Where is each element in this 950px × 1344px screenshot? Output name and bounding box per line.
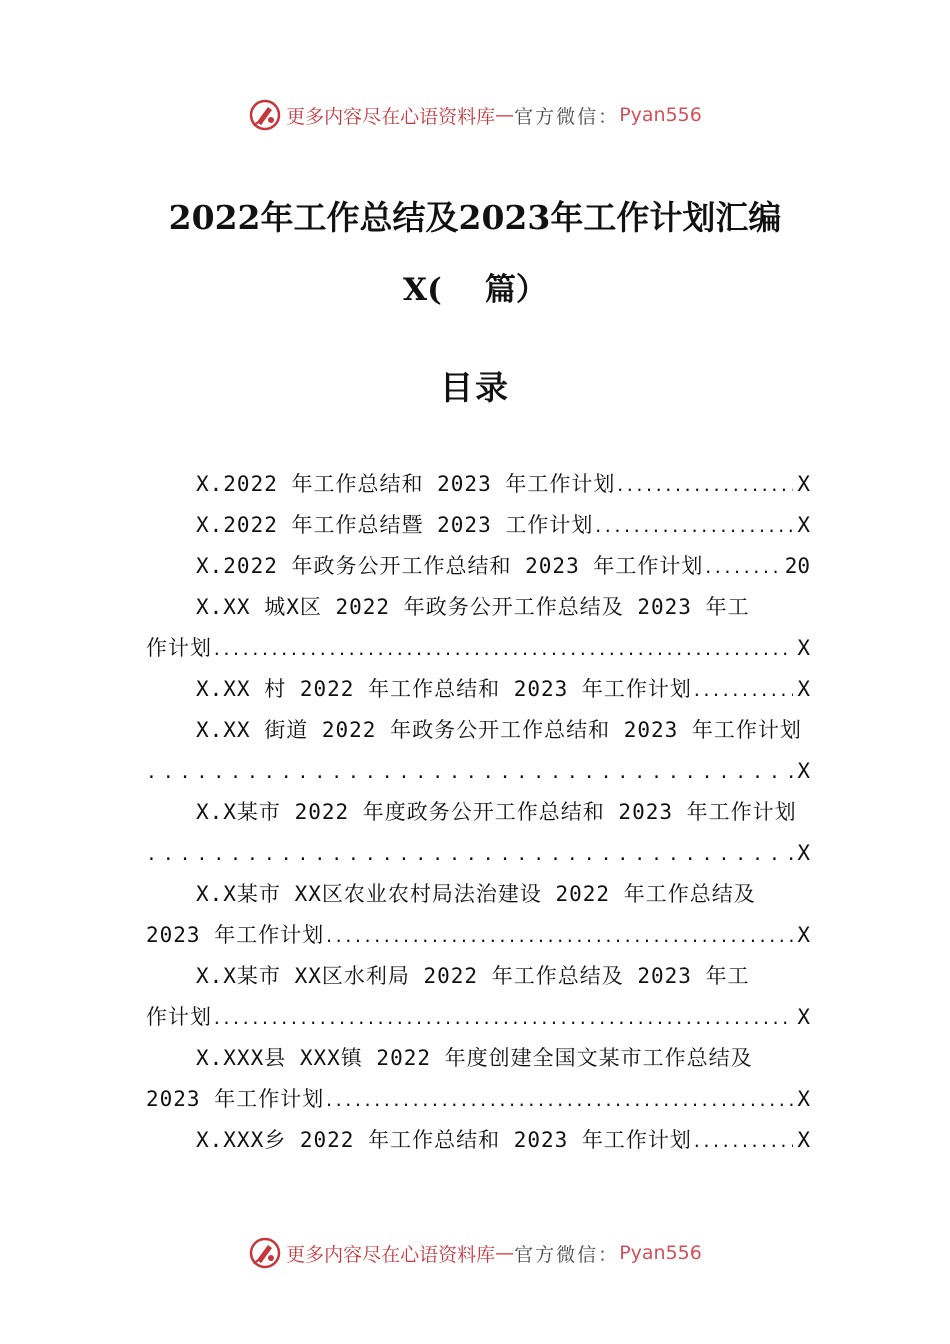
library-logo-icon: [248, 98, 282, 132]
toc-entry-title-continued: 2023 年工作计划: [146, 1087, 325, 1111]
toc-entry-title: X.2022 年政务公开工作总结和 2023 年工作计划: [196, 554, 704, 578]
toc-entry[interactable]: [146, 587, 810, 628]
toc-heading: 目录: [440, 368, 510, 407]
toc-entry[interactable]: [146, 464, 810, 505]
document-title: 2022年工作总结及2023年工作计划汇编: [168, 198, 782, 237]
toc-entry-title-continued: 作计划: [146, 1005, 212, 1029]
toc-entry[interactable]: [146, 874, 810, 915]
toc-leader-dots: [703, 547, 780, 587]
toc-entry-title: X.XX 城X区 2022 年政务公开工作总结及 2023 年工: [196, 595, 750, 619]
banner-separator: —: [495, 1242, 515, 1264]
toc-entry-continuation[interactable]: [146, 915, 810, 956]
toc-page-number: 20: [784, 554, 810, 578]
toc-entry-title: X.2022 年工作总结暨 2023 工作计划: [196, 513, 594, 537]
toc-entry[interactable]: [146, 1120, 810, 1161]
toc-entry-title: X.X某市 XX区农业农村局法治建设 2022 年工作总结及: [196, 882, 756, 906]
toc-entry-title: X.X某市 2022 年度政务公开工作总结和 2023 年工作计划: [196, 800, 797, 824]
toc-leader-dots: [146, 752, 793, 792]
toc-entry-title: X.2022 年工作总结和 2023 年工作计划: [196, 472, 616, 496]
toc-entry[interactable]: [146, 956, 810, 997]
table-of-contents: [146, 464, 810, 1161]
toc-entry-title-continued: 2023 年工作计划: [146, 923, 325, 947]
banner-label: 官方微信：: [514, 1243, 620, 1266]
document-subtitle: X( 篇）: [403, 272, 547, 308]
toc-leader-dots: [593, 506, 793, 546]
toc-entry[interactable]: [146, 710, 810, 751]
toc-entry-title: X.X某市 XX区水利局 2022 年工作总结及 2023 年工: [196, 964, 750, 988]
footer-banner: [0, 1233, 950, 1273]
toc-leader-dots: [692, 1121, 793, 1161]
toc-leader-dots: [212, 998, 793, 1038]
banner-wechat-id: Pyan556: [619, 1242, 702, 1264]
toc-leader-dots: [324, 1080, 793, 1120]
toc-page-number: X: [797, 759, 810, 783]
toc-leader-dots: [615, 465, 793, 505]
toc-entry-title: X.XX 街道 2022 年政务公开工作总结和 2023 年工作计划: [196, 718, 802, 742]
toc-entry-continuation[interactable]: [146, 628, 810, 669]
toc-entry-title: X.XX 村 2022 年工作总结和 2023 年工作计划: [196, 677, 692, 701]
toc-page-number: X: [797, 677, 810, 701]
toc-leader-dots: [692, 670, 793, 710]
banner-wechat-id: Pyan556: [619, 104, 702, 126]
toc-page-number: X: [797, 1128, 810, 1152]
header-banner: [0, 95, 950, 135]
toc-page-number: X: [797, 1005, 810, 1029]
toc-page-number: X: [797, 1087, 810, 1111]
toc-page-number: X: [797, 472, 810, 496]
toc-entry-continuation[interactable]: [146, 833, 810, 874]
toc-entry-continuation[interactable]: [146, 997, 810, 1038]
library-logo-icon: [248, 1236, 282, 1270]
toc-entry-continuation[interactable]: [146, 1079, 810, 1120]
toc-page-number: X: [797, 841, 810, 865]
toc-entry-continuation[interactable]: [146, 751, 810, 792]
toc-page-number: X: [797, 923, 810, 947]
toc-leader-dots: [146, 834, 793, 874]
toc-entry[interactable]: [146, 1038, 810, 1079]
toc-entry-title: X.XXX县 XXX镇 2022 年度创建全国文某市工作总结及: [196, 1046, 753, 1070]
banner-lead-text: 更多内容尽在心语资料库: [286, 1243, 496, 1266]
toc-entry[interactable]: [146, 792, 810, 833]
banner-label: 官方微信：: [514, 105, 620, 128]
toc-leader-dots: [324, 916, 793, 956]
toc-entry-title: X.XXX乡 2022 年工作总结和 2023 年工作计划: [196, 1128, 692, 1152]
toc-leader-dots: [212, 629, 793, 669]
toc-page-number: X: [797, 513, 810, 537]
banner-separator: —: [495, 104, 515, 126]
toc-entry[interactable]: [146, 669, 810, 710]
banner-lead-text: 更多内容尽在心语资料库: [286, 105, 496, 128]
toc-entry[interactable]: [146, 546, 810, 587]
toc-entry-title-continued: 作计划: [146, 636, 212, 660]
toc-page-number: X: [797, 636, 810, 660]
toc-entry[interactable]: [146, 505, 810, 546]
